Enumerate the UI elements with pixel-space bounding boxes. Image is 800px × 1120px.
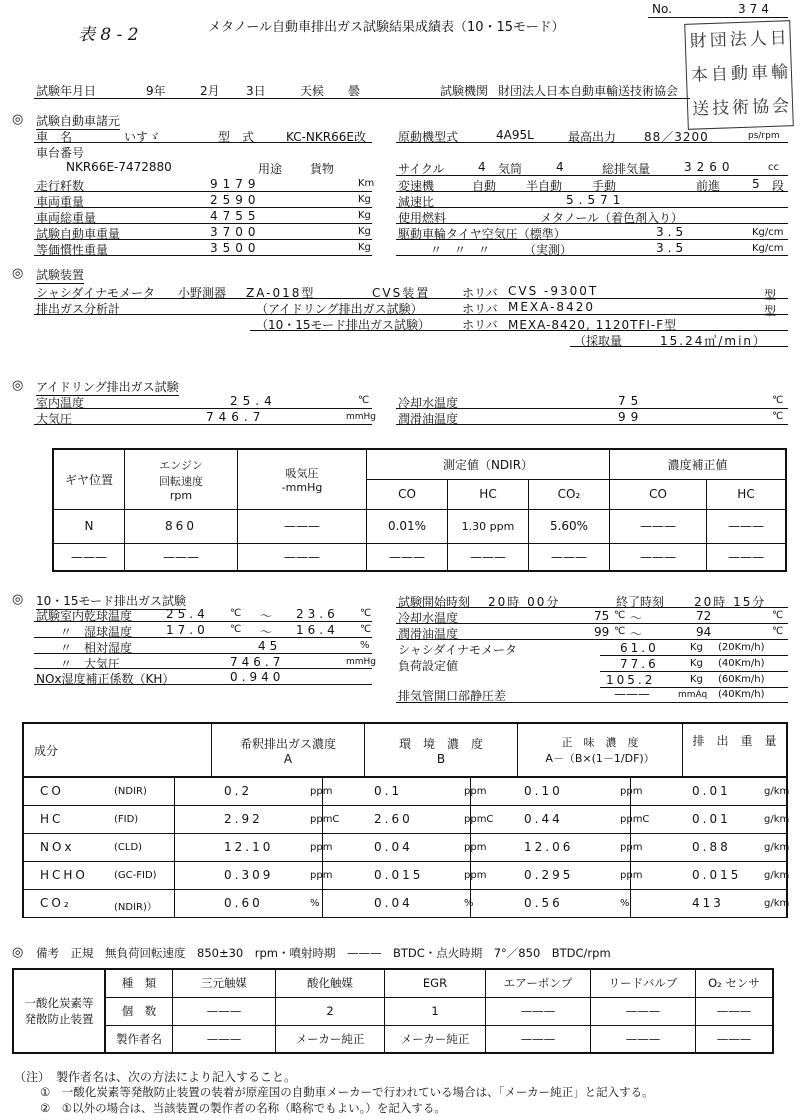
cell: ——— <box>707 509 787 543</box>
cell: ——— <box>707 543 787 571</box>
section-bullet-icon: ◎ <box>12 945 24 960</box>
results-method: (GC-FID) <box>114 870 157 881</box>
device-col: 三元触媒 <box>173 969 276 997</box>
temp-unit: ℃ <box>614 610 626 621</box>
wet-bulb-to: 16.4 <box>296 623 339 637</box>
sample-rate-value: 15.24㎥/min） <box>660 334 768 348</box>
displacement-label: 総排気量 <box>602 162 651 176</box>
idle-coolant-unit: ℃ <box>772 395 784 406</box>
header-engine-speed: エンジン 回転速度 rpm <box>125 449 238 509</box>
load-speed: (40Km/h) <box>718 658 765 669</box>
cell: ——— <box>53 543 125 571</box>
temp-unit: ℃ <box>772 610 784 621</box>
vehicle-model-label: 型 式 <box>218 130 255 144</box>
mode-section-title: 10・15モード排出ガス試験 <box>36 594 187 608</box>
range-tilde: ～ <box>260 609 273 623</box>
results-n: 0.10 <box>524 784 563 798</box>
column-divider <box>630 778 631 805</box>
column-divider <box>174 862 175 889</box>
device-col: エアーポンプ <box>486 969 591 997</box>
column-divider <box>174 834 175 861</box>
device-count: ——— <box>173 997 276 1025</box>
table-row <box>22 778 788 806</box>
note-2: ② ①以外の場合は、当該装置の製作者の名称（略称でもよい。）を記入する。 <box>40 1101 446 1115</box>
table-row <box>22 834 788 862</box>
weight-value: 2590 <box>210 193 261 207</box>
fuel-label: 使用燃料 <box>398 211 447 225</box>
cell: ——— <box>529 543 610 571</box>
cell: 0.01% <box>367 509 448 543</box>
cylinder-label: 気筒 <box>498 162 523 176</box>
idle-analyzer-model: MEXA-8420 <box>508 300 595 314</box>
results-comp: NOx <box>40 840 75 854</box>
results-n: 0.295 <box>524 868 574 882</box>
column-divider <box>322 806 323 833</box>
test-day: 3日 <box>246 84 266 98</box>
device-col: O₂ センサ <box>696 969 774 997</box>
cylinder-value: 4 <box>556 160 564 174</box>
results-a: 2.92 <box>224 812 263 826</box>
organization-seal: 財 団 法 人 日 本 自 動 車 輸 送 技 術 協 会 <box>684 20 794 130</box>
max-power-value: 88／3200 <box>644 130 709 144</box>
table-row <box>53 543 786 571</box>
vehicle-name: いすゞ <box>124 130 161 144</box>
results-a: 0.309 <box>224 868 274 882</box>
idle-coolant-label: 冷却水温度 <box>398 396 459 410</box>
idle-atm-label: 大気圧 <box>36 412 73 426</box>
column-divider <box>470 806 471 833</box>
column-divider <box>322 778 323 805</box>
results-e: 0.88 <box>692 840 731 854</box>
cell: 860 <box>125 509 238 543</box>
header-ambient: 環 境 濃 度 B <box>365 723 518 777</box>
doc-number: 374 <box>738 2 773 16</box>
tire-pressure-act-label: （実測） <box>524 243 573 257</box>
start-time-label: 試験開始時刻 <box>398 595 471 609</box>
column-divider <box>322 890 323 917</box>
mode-oil-label: 潤滑油温度 <box>398 627 459 641</box>
results-a: 0.60 <box>224 896 263 910</box>
results-comp: CO₂ <box>40 896 72 910</box>
idle-oil-value: 99 <box>618 410 644 424</box>
test-weight-value: 3700 <box>210 225 261 239</box>
load-unit: Kg <box>690 674 703 685</box>
transmission-label: 変速機 <box>398 179 435 193</box>
chassis-number: NKR66E-7472880 <box>66 160 172 174</box>
idle-oil-unit: ℃ <box>772 411 784 422</box>
results-au: ppm <box>310 870 333 881</box>
test-month: 2月 <box>200 84 220 98</box>
device-col: リードバルブ <box>591 969 696 997</box>
column-divider <box>322 834 323 861</box>
device-count: ——— <box>591 997 696 1025</box>
wet-bulb-label: 〃 湿球温度 <box>60 625 133 639</box>
section-bullet-icon: ◎ <box>12 112 24 127</box>
device-maker: ——— <box>696 1025 774 1053</box>
device-maker: メーカー純正 <box>276 1025 385 1053</box>
table-row <box>53 509 786 543</box>
weight-label: 車両重量 <box>36 195 85 209</box>
tire-pressure-std-unit: Kg/cm <box>752 227 784 238</box>
temp-unit: ℃ <box>230 608 242 619</box>
results-n: 0.44 <box>524 812 563 826</box>
test-date-label: 試験年月日 <box>36 84 97 98</box>
results-b: 0.015 <box>374 868 424 882</box>
results-nu: ppm <box>620 870 643 881</box>
results-b: 2.60 <box>374 812 413 826</box>
tire-pressure-std-label: 駆動車輪タイヤ空気圧（標準） <box>398 227 566 241</box>
load-speed: (60Km/h) <box>718 674 765 685</box>
emission-device-table <box>12 968 774 1054</box>
cvs-label: CVS装置 <box>372 286 431 300</box>
tire-pressure-std-value: 3.5 <box>656 225 688 239</box>
table-row <box>22 862 788 890</box>
column-divider <box>470 834 471 861</box>
forward-gears-label: 前進 <box>696 179 721 193</box>
load-20-value: 61.0 <box>620 641 659 655</box>
test-year: 9年 <box>146 84 166 98</box>
sample-rate-label: （採取量 <box>574 334 623 348</box>
mode-analyzer-label: （10・15モード排出ガス試験） <box>256 318 431 332</box>
vehicle-section-title: 試験自動車諸元 <box>36 114 121 128</box>
load-unit: Kg <box>690 642 703 653</box>
fuel-value: メタノール（着色剤入り） <box>540 211 684 225</box>
range-tilde: ～ <box>260 625 273 639</box>
trans-option-auto: 自動 <box>472 179 497 193</box>
table-row <box>22 806 788 834</box>
header-intake-vacuum: 吸気圧 -mmHg <box>238 449 367 509</box>
use-value: 貨物 <box>310 162 335 176</box>
results-nu: ppmC <box>620 814 650 825</box>
vehicle-model: KC-NKR66E改 <box>286 130 366 144</box>
notes-heading: （注） 製作者名は、次の方法により記入すること。 <box>14 1070 297 1084</box>
equipment-section-title: 試験装置 <box>36 268 85 282</box>
dry-bulb-to: 23.6 <box>296 607 339 621</box>
cell: 5.60% <box>529 509 610 543</box>
results-b: 0.1 <box>374 784 403 798</box>
idle-section-title: アイドリング排出ガス試験 <box>36 380 179 394</box>
cell: ——— <box>610 509 707 543</box>
max-power-unit: ps/rpm <box>748 131 780 141</box>
device-col: 酸化触媒 <box>276 969 385 997</box>
mode-coolant-label: 冷却水温度 <box>398 611 459 625</box>
idle-coolant-value: 75 <box>618 394 644 408</box>
load-speed: (20Km/h) <box>718 642 765 653</box>
odometer-unit: Km <box>358 178 375 189</box>
device-maker: ——— <box>486 1025 591 1053</box>
sub-co: CO <box>367 479 448 509</box>
results-comp: HC <box>40 812 64 826</box>
rh-unit: % <box>360 640 370 651</box>
column-divider <box>174 890 175 917</box>
test-weight-unit: Kg <box>358 226 371 237</box>
idle-emissions-table <box>52 448 787 572</box>
device-maker: ——— <box>591 1025 696 1053</box>
document-title: メタノール自動車排出ガス試験結果成績表（10・15モード） <box>208 20 565 35</box>
results-au: % <box>310 898 320 909</box>
device-count: 1 <box>385 997 486 1025</box>
cell: ——— <box>610 543 707 571</box>
sub-hc: HC <box>448 479 529 509</box>
results-bu: % <box>464 898 474 909</box>
cell: ——— <box>238 543 367 571</box>
device-label: 一酸化炭素等 発散防止装置 <box>13 969 105 1053</box>
cell: ——— <box>125 543 238 571</box>
engine-model: 4A95L <box>496 128 534 142</box>
idle-type-suffix: 型 <box>764 304 777 318</box>
results-comp: HCHO <box>40 868 88 882</box>
trans-option-manual: 手動 <box>592 179 617 193</box>
results-eu: g/km <box>764 842 790 853</box>
sub-co2: CO₂ <box>529 479 610 509</box>
temp-unit: ℃ <box>360 608 372 619</box>
column-divider <box>174 806 175 833</box>
displacement-value: 3260 <box>684 160 735 174</box>
test-org: 財団法人日本自動車輸送技術協会 <box>498 84 679 98</box>
doc-number-label: No. <box>652 2 672 16</box>
results-au: ppmC <box>310 814 340 825</box>
gross-weight-unit: Kg <box>358 210 371 221</box>
results-nu: ppm <box>620 842 643 853</box>
mode-oil-to: 94 <box>696 625 712 639</box>
results-e: 0.01 <box>692 812 731 826</box>
results-b: 0.04 <box>374 840 413 854</box>
mode-analyzer-maker: ホリバ <box>462 318 498 332</box>
mode-atm-unit: mmHg <box>346 657 377 667</box>
cycle-label: サイクル <box>398 162 445 176</box>
exhaust-pressure-value: ——— <box>614 687 650 701</box>
odometer-value: 9179 <box>210 177 261 191</box>
column-divider <box>470 778 471 805</box>
results-eu: g/km <box>764 814 790 825</box>
ditto-mark: 〃 〃 〃 <box>430 243 491 257</box>
header-diluted: 希釈排出ガス濃度 A <box>212 723 365 777</box>
idle-oil-label: 潤滑油温度 <box>398 412 459 426</box>
results-b: 0.04 <box>374 896 413 910</box>
odometer-label: 走行粁数 <box>36 179 85 193</box>
table-row <box>22 890 788 918</box>
test-weight-label: 試験自動車重量 <box>36 227 121 241</box>
device-maker: ——— <box>173 1025 276 1053</box>
header-gear: ギヤ位置 <box>53 449 125 509</box>
forward-gears-unit: 段 <box>772 179 785 193</box>
cvs-type-suffix: 型 <box>764 288 777 302</box>
mode-atm-value: 746.7 <box>230 655 285 669</box>
mode-oil-from: 99 <box>594 625 610 639</box>
device-type-label: 種 類 <box>105 969 173 997</box>
weight-unit: Kg <box>358 194 371 205</box>
analyzer-label: 排出ガス分析計 <box>36 302 121 316</box>
results-method: (FID) <box>114 814 139 825</box>
weather-label: 天候 <box>300 84 325 98</box>
kh-value: 0.940 <box>230 670 285 684</box>
engine-label: 原動機型式 <box>398 130 459 144</box>
load-40-value: 77.6 <box>620 657 659 671</box>
section-bullet-icon: ◎ <box>12 378 24 393</box>
results-au: ppm <box>310 786 333 797</box>
idle-atm-value: 746.7 <box>206 410 266 424</box>
range-tilde: ～ <box>630 611 643 625</box>
load-60-value: 105.2 <box>606 673 656 687</box>
results-method: (NDIR) <box>114 786 147 797</box>
cell: ——— <box>448 543 529 571</box>
load-unit: Kg <box>690 658 703 669</box>
idle-room-temp-label: 室内温度 <box>36 396 85 410</box>
device-maker: メーカー純正 <box>385 1025 486 1053</box>
results-n: 12.06 <box>524 840 574 854</box>
load-setting-label: 負荷設定値 <box>398 659 459 673</box>
vehicle-name-label: 車 名 <box>36 130 73 144</box>
tire-pressure-act-unit: Kg/cm <box>752 243 784 254</box>
max-power-label: 最高出力 <box>568 130 617 144</box>
inertia-label: 等価慣性重量 <box>36 243 109 257</box>
exhaust-pressure-speed: (40Km/h) <box>718 689 765 700</box>
gross-weight-label: 車両総重量 <box>36 211 97 225</box>
section-bullet-icon: ◎ <box>12 266 24 281</box>
results-eu: g/km <box>764 786 790 797</box>
results-nu: % <box>620 898 630 909</box>
mode-coolant-from: 75 <box>594 609 610 623</box>
results-eu: g/km <box>764 870 790 881</box>
results-comp: CO <box>40 784 64 798</box>
displacement-unit: cc <box>768 162 779 173</box>
exhaust-pressure-unit: mmAq <box>678 690 708 700</box>
results-e: 413 <box>692 896 724 910</box>
mode-atm-label: 〃 大気圧 <box>60 657 121 671</box>
results-e: 0.015 <box>692 868 742 882</box>
start-time-value: 20時 00分 <box>488 595 561 609</box>
cell: 1.30 ppm <box>448 509 529 543</box>
temp-unit: ℃ <box>230 624 242 635</box>
cell: ——— <box>367 543 448 571</box>
exhaust-pressure-label: 排気管開口部静圧差 <box>398 689 507 703</box>
results-e: 0.01 <box>692 784 731 798</box>
column-divider <box>630 890 631 917</box>
results-a: 12.10 <box>224 840 274 854</box>
inertia-unit: Kg <box>358 242 371 253</box>
wet-bulb-from: 17.0 <box>166 623 209 637</box>
chassis-label: 車台番号 <box>36 146 85 160</box>
section-bullet-icon: ◎ <box>12 592 24 607</box>
mode-dyno-label: シャシダイナモメータ <box>398 643 518 657</box>
sub-corr-hc: HC <box>707 479 787 509</box>
sub-corr-co: CO <box>610 479 707 509</box>
mode-results-table <box>22 722 788 778</box>
table-number: 表 8 - 2 <box>78 25 139 45</box>
header-measured: 測定値（NDIR） <box>367 449 610 479</box>
results-eu: g/km <box>764 898 790 909</box>
header-component: 成分 <box>23 723 212 777</box>
device-count-label: 個 数 <box>105 997 173 1025</box>
mode-analyzer-model: MEXA-8420, 1120TFI-F型 <box>508 318 678 332</box>
trans-option-semi: 半自動 <box>526 179 563 193</box>
cell: ——— <box>238 509 367 543</box>
gross-weight-value: 4755 <box>210 209 261 223</box>
dyno-label: シャシダイナモメータ <box>36 286 156 300</box>
results-a: 0.2 <box>224 784 253 798</box>
dyno-model: ZA-018型 <box>246 286 316 300</box>
results-bu: ppmC <box>464 814 494 825</box>
idle-analyzer-maker: ホリバ <box>462 302 498 316</box>
rh-value: 45 <box>258 639 282 653</box>
range-tilde: ～ <box>630 627 643 641</box>
results-bu: ppm <box>464 842 487 853</box>
end-time-value: 20時 15分 <box>694 595 767 609</box>
cell: N <box>53 509 125 543</box>
header-net: 正 味 濃 度 A－（B×(1－1/DF)） <box>518 723 683 777</box>
column-divider <box>322 862 323 889</box>
idle-atm-unit: mmHg <box>346 412 377 422</box>
idle-room-temp-value: 25.4 <box>230 394 277 408</box>
column-divider <box>470 890 471 917</box>
column-divider <box>470 862 471 889</box>
reduction-ratio-value: 5.571 <box>566 193 626 207</box>
device-count: ——— <box>486 997 591 1025</box>
reduction-ratio-label: 減速比 <box>398 195 435 209</box>
device-count: ——— <box>696 997 774 1025</box>
header-emission: 排 出 重 量 <box>683 723 788 777</box>
device-count: 2 <box>276 997 385 1025</box>
temp-unit: ℃ <box>360 624 372 635</box>
dry-bulb-from: 25.4 <box>166 607 209 621</box>
column-divider <box>630 834 631 861</box>
temp-unit: ℃ <box>772 626 784 637</box>
note-1: ① 一酸化炭素等発散防止装置の装着が原産国の自動車メーカーで行われている場合は、「メーカー純正」と記入する。 <box>40 1085 654 1099</box>
forward-gears-value: 5 <box>752 177 760 191</box>
remarks-line: 備考 正規 無負荷回転速度 850±30 rpm・噴射時期 ——— BTDC・点火時期 7°／850 BTDC/rpm <box>36 946 611 960</box>
dyno-maker: 小野測器 <box>178 286 227 300</box>
column-divider <box>630 862 631 889</box>
cycle-value: 4 <box>478 160 486 174</box>
end-time-label: 終了時刻 <box>616 595 665 609</box>
device-maker-label: 製作者名 <box>105 1025 173 1053</box>
cvs-maker: ホリバ <box>462 286 498 300</box>
results-nu: ppm <box>620 786 643 797</box>
temp-unit: ℃ <box>614 626 626 637</box>
column-divider <box>174 778 175 805</box>
cvs-model: CVS -9300T <box>508 284 599 298</box>
column-divider <box>630 806 631 833</box>
device-col: EGR <box>385 969 486 997</box>
dry-bulb-label: 試験室内乾球温度 <box>36 609 133 623</box>
idle-analyzer-label: （アイドリング排出ガス試験） <box>256 302 423 316</box>
results-method: (NDIR)） <box>114 902 157 913</box>
results-au: ppm <box>310 842 333 853</box>
idle-room-temp-unit: ℃ <box>358 395 370 406</box>
use-label: 用途 <box>258 162 283 176</box>
rh-label: 〃 相対湿度 <box>60 641 133 655</box>
weather-value: 曇 <box>348 84 361 98</box>
results-method: (CLD) <box>114 842 143 853</box>
test-org-label: 試験機関 <box>440 84 489 98</box>
mode-coolant-to: 72 <box>696 609 712 623</box>
results-bu: ppm <box>464 786 487 797</box>
results-n: 0.56 <box>524 896 563 910</box>
kh-label: NOx湿度補正係数（KH） <box>36 672 175 686</box>
results-bu: ppm <box>464 870 487 881</box>
tire-pressure-act-value: 3.5 <box>656 241 688 255</box>
header-corrected: 濃度補正値 <box>610 449 787 479</box>
inertia-value: 3500 <box>210 241 261 255</box>
